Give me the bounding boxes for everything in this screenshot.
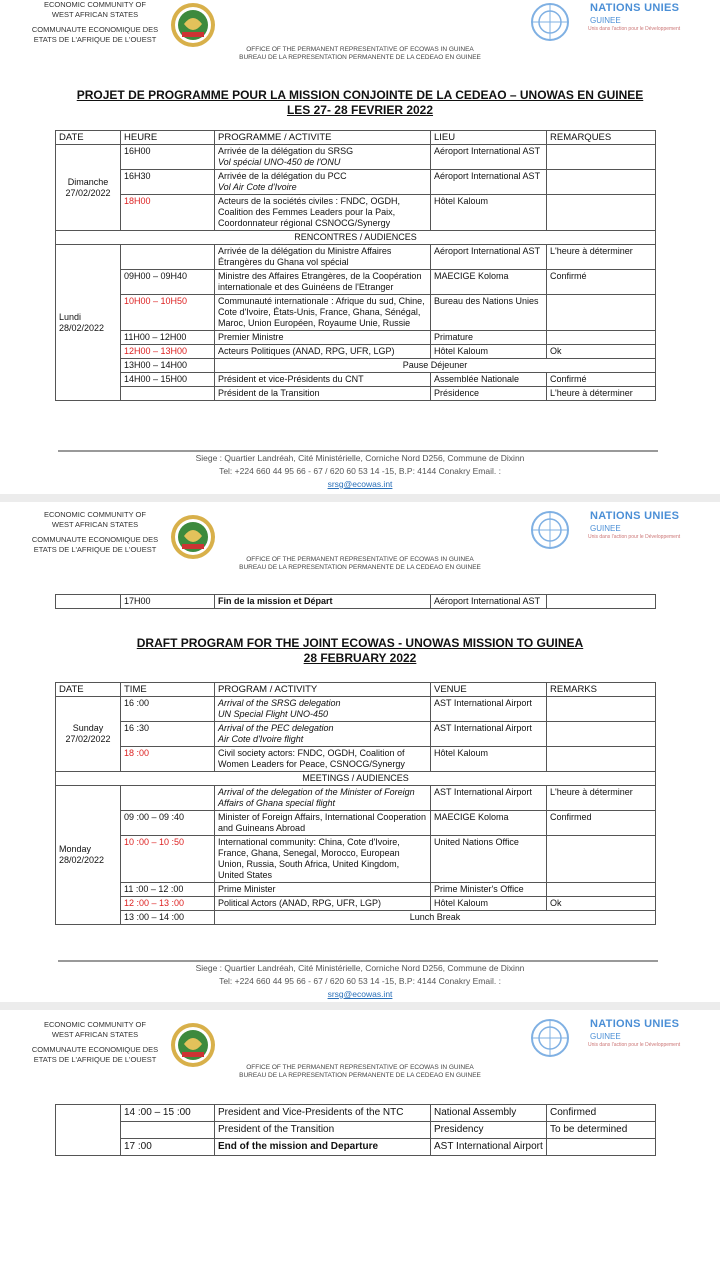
time-cell: 18 :00 [121,747,215,772]
venue-cell: Hôtel Kaloum [431,195,547,231]
lunch-break-cell: Pause Déjeuner [215,359,656,373]
time-cell: 18H00 [121,195,215,231]
program-cell: Prime Minister [215,883,431,897]
en-title-line2: 28 FEBRUARY 2022 [303,651,417,665]
remarks-cell [547,595,656,609]
time-cell: 16 :00 [121,697,215,722]
ecowas-name-en-2: WEST AFRICAN STATES [51,1030,139,1039]
table-row [56,345,656,359]
date-cell [56,595,121,609]
table-row [56,897,656,911]
un-country: GUINEE [590,1032,621,1041]
page-separator [0,1002,720,1010]
program-subtext: UN Special Flight UNO-450 [218,709,329,719]
remarks-cell: Confirmé [547,270,656,295]
page-2 [0,502,720,1002]
table-row [56,1122,656,1139]
col-remarks: REMARKS [547,683,656,697]
table-row [56,295,656,331]
program-subtext: Vol Air Cote d'Ivoire [218,182,297,192]
ecowas-name-fr-1: COMMUNAUTE ECONOMIQUE DES [31,1045,159,1054]
remarks-cell [547,1139,656,1156]
table-row [56,195,656,231]
section-row [56,772,656,786]
program-cell [215,697,431,722]
time-cell: 13H00 – 14H00 [121,359,215,373]
venue-cell: Presidency [431,1122,547,1139]
remarks-cell: To be determined [547,1122,656,1139]
ecowas-name-en-1: ECONOMIC COMMUNITY OF [44,510,146,519]
table-row [56,836,656,883]
un-name: NATIONS UNIES [590,510,680,522]
section-heading: RENCONTRES / AUDIENCES [56,231,656,245]
office-heading [0,46,720,62]
col-time: HEURE [121,131,215,145]
time-cell: 14H00 – 15H00 [121,373,215,387]
program-text: Arrival of the SRSG delegation [218,698,341,708]
remarks-cell: Confirmed [547,811,656,836]
ecowas-name-block [25,510,165,555]
remarks-cell [547,145,656,170]
un-emblem-icon [530,1018,570,1058]
ecowas-name-fr-1: COMMUNAUTE ECONOMIQUE DES [31,25,159,34]
venue-cell: Aéroport International AST [431,595,547,609]
remarks-cell: L'heure à déterminer [547,786,656,811]
program-cell: International community: China, Cote d'Ivoire, France, Ghana, Senegal, Morocco, European Union, Russia, South Africa, United Kingdom, United States [215,836,431,883]
fr-program-table [55,130,656,401]
table-row [56,373,656,387]
venue-cell: Primature [431,331,547,345]
ecowas-name-en-1: ECONOMIC COMMUNITY OF [44,1020,146,1029]
un-name: NATIONS UNIES [590,2,680,14]
time-cell: 12H00 – 13H00 [121,345,215,359]
ecowas-name-block [25,0,165,45]
col-date: DATE [56,683,121,697]
time-cell: 12 :00 – 13 :00 [121,897,215,911]
remarks-cell [547,747,656,772]
venue-cell: AST International Airport [431,722,547,747]
program-cell: Président de la Transition [215,387,431,401]
table-row [56,1105,656,1122]
ecowas-name-en-2: WEST AFRICAN STATES [51,520,139,529]
fr-program-table-continued [55,594,656,609]
program-cell: Minister of Foreign Affairs, International Cooperation and Guineans Abroad [215,811,431,836]
time-cell: 16H30 [121,170,215,195]
remarks-cell: L'heure à déterminer [547,245,656,270]
program-cell: Premier Ministre [215,331,431,345]
col-date: DATE [56,131,121,145]
table-header-row [56,131,656,145]
remarks-cell [547,195,656,231]
time-cell: 11H00 – 12H00 [121,331,215,345]
program-text: Arrivée de la délégation du PCC [218,171,347,181]
time-cell [121,387,215,401]
table-row [56,387,656,401]
ecowas-name-block [25,1020,165,1065]
en-title [0,636,720,666]
un-country: GUINEE [590,16,621,25]
remarks-cell [547,722,656,747]
table-row [56,145,656,170]
table-row [56,747,656,772]
program-cell: Political Actors (ANAD, RPG, UFR, LGP) [215,897,431,911]
un-emblem-icon [530,2,570,42]
ecowas-name-fr-2: ETATS DE L'AFRIQUE DE L'OUEST [33,545,157,554]
program-cell [215,145,431,170]
ecowas-name-en-2: WEST AFRICAN STATES [51,10,139,19]
venue-cell: Hôtel Kaloum [431,345,547,359]
venue-cell: Aéroport International AST [431,170,547,195]
program-cell: Acteurs Politiques (ANAD, RPG, UFR, LGP) [215,345,431,359]
ecowas-name-fr-1: COMMUNAUTE ECONOMIQUE DES [31,535,159,544]
table-row [56,245,656,270]
un-emblem-icon [530,510,570,550]
fr-title [0,88,720,118]
table-row [56,170,656,195]
venue-cell: Bureau des Nations Unies [431,295,547,331]
un-country: GUINEE [590,524,621,533]
un-tagline: Unis dans l'action pour le Développement [588,534,681,540]
ecowas-seal-icon [170,1022,216,1068]
office-fr: BUREAU DE LA REPRESENTATION PERMANENTE DE LA CEDEAO EN GUINEE [239,564,481,571]
remarks-cell [547,331,656,345]
time-cell: 17H00 [121,595,215,609]
program-cell: Arrivée de la délégation du Ministre Affaires Étrangères du Ghana vol spécial [215,245,431,270]
table-row [56,331,656,345]
table-row [56,359,656,373]
table-row [56,1139,656,1156]
program-cell: Arrival of the delegation of the Minister of Foreign Affairs of Ghana special flight [215,786,431,811]
venue-cell: AST International Airport [431,697,547,722]
venue-cell: Aéroport International AST [431,245,547,270]
office-fr: BUREAU DE LA REPRESENTATION PERMANENTE DE LA CEDEAO EN GUINEE [239,54,481,61]
table-row [56,811,656,836]
office-en: OFFICE OF THE PERMANENT REPRESENTATIVE OF ECOWAS IN GUINEA [246,556,474,563]
col-time: TIME [121,683,215,697]
program-cell: President and Vice-Presidents of the NTC [215,1105,431,1122]
en-title-line1: DRAFT PROGRAM FOR THE JOINT ECOWAS - UNOWAS MISSION TO GUINEA [136,636,584,650]
time-cell [121,1122,215,1139]
ecowas-seal-icon [170,2,216,48]
remarks-cell [547,883,656,897]
date-cell: Sunday 27/02/2022 [56,697,121,772]
program-cell [215,170,431,195]
program-cell: Acteurs de la sociétés civiles : FNDC, OGDH, Coalition des Femmes Leaders pour la Paix, Coordonnateur régional CSNOCG/Synergy [215,195,431,231]
venue-cell: AST International Airport [431,1139,547,1156]
un-tagline: Unis dans l'action pour le Développement [588,1042,681,1048]
venue-cell: Aéroport International AST [431,145,547,170]
venue-cell: Hôtel Kaloum [431,897,547,911]
remarks-cell: Confirmé [547,373,656,387]
un-logo [530,1018,710,1058]
venue-cell: Assemblée Nationale [431,373,547,387]
time-cell: 17 :00 [121,1139,215,1156]
time-cell: 09H00 – 09H40 [121,270,215,295]
un-logo [530,510,710,550]
office-en: OFFICE OF THE PERMANENT REPRESENTATIVE OF ECOWAS IN GUINEA [246,1064,474,1071]
page-3 [0,1010,720,1281]
office-heading [0,556,720,572]
time-cell: 13 :00 – 14 :00 [121,911,215,925]
date-cell: Dimanche 27/02/2022 [56,145,121,231]
program-cell [215,722,431,747]
un-logo [530,2,710,42]
lunch-break-cell: Lunch Break [215,911,656,925]
col-program: PROGRAM / ACTIVITY [215,683,431,697]
program-cell: End of the mission and Departure [215,1139,431,1156]
table-row [56,786,656,811]
un-name: NATIONS UNIES [590,1018,680,1030]
footer-email[interactable]: srsg@ecowas.int [327,989,393,999]
footer-address: Siege : Quartier Landréah, Cité Ministérielle, Corniche Nord D256, Commune de Dixinn [195,453,525,463]
date-cell: Lundi 28/02/2022 [56,245,121,401]
footer-phone: Tel: +224 660 44 95 66 - 67 / 620 60 53 14 -15, B.P: 4144 Conakry Email. : [219,466,501,476]
office-fr: BUREAU DE LA REPRESENTATION PERMANENTE DE LA CEDEAO EN GUINEE [239,1072,481,1079]
table-row [56,270,656,295]
remarks-cell [547,295,656,331]
table-row [56,911,656,925]
time-cell: 10 :00 – 10 :50 [121,836,215,883]
remarks-cell [547,170,656,195]
table-row [56,697,656,722]
venue-cell: Hôtel Kaloum [431,747,547,772]
office-heading [0,1064,720,1080]
program-text: Arrivée de la délégation du SRSG [218,146,354,156]
time-cell: 10H00 – 10H50 [121,295,215,331]
venue-cell: Prime Minister's Office [431,883,547,897]
table-row [56,595,656,609]
time-cell: 14 :00 – 15 :00 [121,1105,215,1122]
program-text: Arrival of the PEC delegation [218,723,334,733]
table-row [56,722,656,747]
date-cell [56,1105,121,1156]
venue-cell: National Assembly [431,1105,547,1122]
remarks-cell [547,836,656,883]
footer [0,962,720,1001]
program-cell: Fin de la mission et Départ [215,595,431,609]
venue-cell: MAECIGE Koloma [431,811,547,836]
remarks-cell [547,697,656,722]
ecowas-name-fr-2: ETATS DE L'AFRIQUE DE L'OUEST [33,1055,157,1064]
venue-cell: United Nations Office [431,836,547,883]
table-row [56,883,656,897]
ecowas-name-en-1: ECONOMIC COMMUNITY OF [44,0,146,9]
program-cell: Communauté internationale : Afrique du sud, Chine, Cote d'Ivoire, États-Unis, France, Ghana, Sénégal, Maroc, Union Européen, Royaume Unie, Russie [215,295,431,331]
venue-cell: AST International Airport [431,786,547,811]
col-venue: VENUE [431,683,547,697]
page-separator [0,494,720,502]
footer [0,452,720,491]
fr-title-line1: PROJET DE PROGRAMME POUR LA MISSION CONJOINTE DE LA CEDEAO – UNOWAS EN GUINEE [76,88,644,102]
fr-title-line2: LES 27- 28 FEVRIER 2022 [286,103,434,117]
time-cell: 09 :00 – 09 :40 [121,811,215,836]
time-cell: 16H00 [121,145,215,170]
program-cell: Ministre des Affaires Etrangères, de la Coopération internationale et des Guinéens de l'Etranger [215,270,431,295]
col-program: PROGRAMME / ACTIVITE [215,131,431,145]
program-subtext: Air Cote d'Ivoire flight [218,734,304,744]
un-tagline: Unis dans l'action pour le Développement [588,26,681,32]
table-header-row [56,683,656,697]
program-cell: Civil society actors: FNDC, OGDH, Coalition of Women Leaders for Peace, CSNOCG/Synergy [215,747,431,772]
col-remarks: REMARQUES [547,131,656,145]
time-cell [121,245,215,270]
program-subtext: Vol spécial UNO-450 de l'ONU [218,157,341,167]
time-cell: 16 :30 [121,722,215,747]
footer-phone: Tel: +224 660 44 95 66 - 67 / 620 60 53 14 -15, B.P: 4144 Conakry Email. : [219,976,501,986]
venue-cell: MAECIGE Koloma [431,270,547,295]
remarks-cell: L'heure à déterminer [547,387,656,401]
program-cell: Président et vice-Présidents du CNT [215,373,431,387]
remarks-cell: Confirmed [547,1105,656,1122]
remarks-cell: Ok [547,345,656,359]
section-row [56,231,656,245]
section-heading: MEETINGS / AUDIENCES [56,772,656,786]
page-1 [0,0,720,500]
date-cell: Monday 28/02/2022 [56,786,121,925]
en-program-table-continued [55,1104,656,1156]
col-venue: LIEU [431,131,547,145]
ecowas-seal-icon [170,514,216,560]
time-cell [121,786,215,811]
office-en: OFFICE OF THE PERMANENT REPRESENTATIVE OF ECOWAS IN GUINEA [246,46,474,53]
venue-cell: Présidence [431,387,547,401]
en-program-table [55,682,656,925]
time-cell: 11 :00 – 12 :00 [121,883,215,897]
footer-address: Siege : Quartier Landréah, Cité Ministérielle, Corniche Nord D256, Commune de Dixinn [195,963,525,973]
footer-email[interactable]: srsg@ecowas.int [327,479,393,489]
program-cell: President of the Transition [215,1122,431,1139]
ecowas-name-fr-2: ETATS DE L'AFRIQUE DE L'OUEST [33,35,157,44]
remarks-cell: Ok [547,897,656,911]
